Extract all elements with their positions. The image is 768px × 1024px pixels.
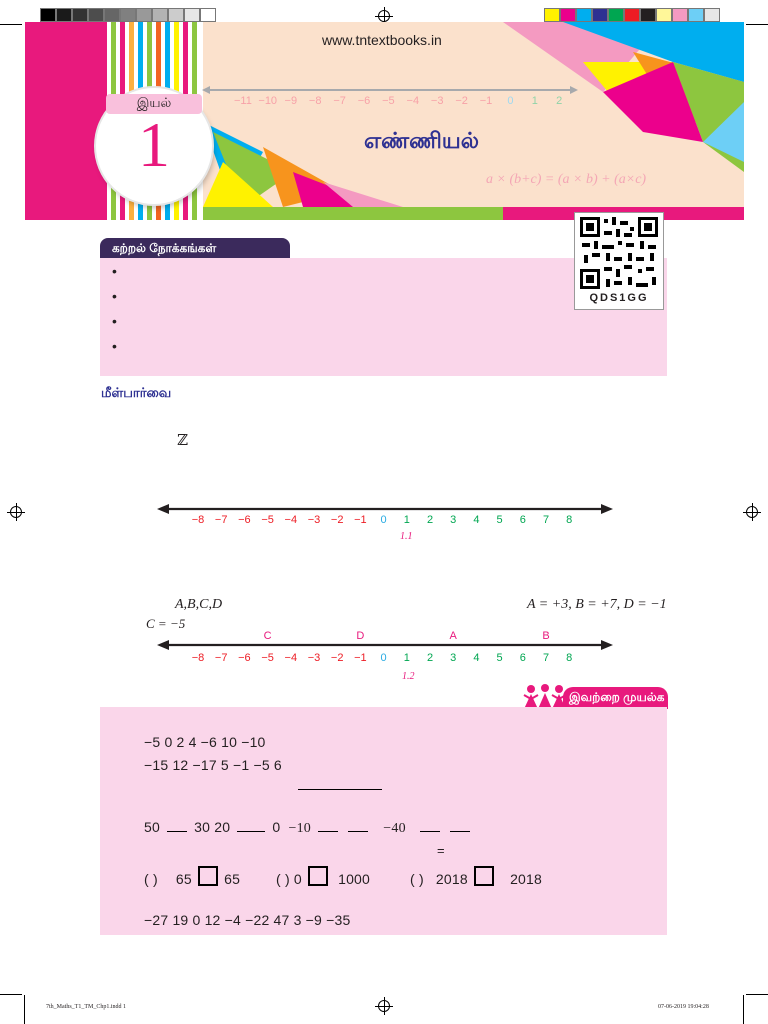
equals-sign: =: [437, 843, 445, 858]
seq-item: 30 20: [194, 819, 231, 835]
header-tick-label: −7: [333, 95, 346, 107]
header-decorative-triangles: [203, 22, 744, 220]
seq-blank[interactable]: [420, 831, 440, 832]
try-line-2: −15 12 −17 5 −1 −5 6: [144, 757, 282, 773]
answer-blank[interactable]: [298, 789, 382, 790]
try-line-1: −5 0 2 4 −6 10 −10: [144, 734, 266, 750]
number-line-2-tick: −2: [330, 652, 344, 664]
seq-blank[interactable]: [348, 831, 368, 832]
number-line-1-tick: 2: [426, 514, 434, 526]
compare-paren: ( ): [410, 871, 424, 887]
objective-bullet: •: [112, 313, 117, 329]
figure-caption-1: 1.1: [400, 531, 413, 542]
header-tick-label: −2: [455, 95, 468, 107]
header-tick-label: 0: [507, 95, 514, 107]
header-tick-label: 2: [556, 95, 563, 107]
footer-file: 7th_Maths_T1_TM_Chp1.indd 1: [46, 1004, 127, 1010]
seq-item: −10: [288, 821, 311, 836]
number-line-1-tick: 6: [519, 514, 526, 526]
number-line-2-tick: −7: [214, 652, 228, 664]
crop-mark: [0, 24, 22, 25]
number-line-1-tick: −6: [238, 514, 251, 526]
number-line-1-tick: 3: [450, 514, 457, 526]
number-line-1-tick: 4: [473, 514, 480, 526]
chapter-title: எண்ணியல்: [364, 128, 480, 153]
compare-3: [410, 866, 542, 887]
number-line-2-tick: 4: [473, 652, 480, 664]
header-tick-label: −6: [357, 95, 371, 107]
crop-mark: [746, 24, 768, 25]
number-line-1-tick: 0: [380, 514, 387, 526]
registration-mark-left: [10, 506, 22, 518]
try-these-title: இவற்றை முயல்க: [569, 690, 665, 704]
header-tick-label: −9: [284, 95, 298, 107]
header-tick-label: 1: [531, 95, 538, 107]
figure-caption-2: 1.2: [402, 671, 415, 682]
objectives-heading: கற்றல் நோக்கங்கள்: [112, 241, 217, 255]
compare-box[interactable]: [308, 866, 328, 886]
header-tick-label: −8: [308, 95, 322, 107]
header-tick-label: −1: [479, 95, 493, 107]
seq-item: 50: [144, 819, 160, 835]
number-line-1-tick: −4: [284, 514, 298, 526]
number-line-2-tick: 8: [566, 652, 573, 664]
number-line-2-tick: 3: [450, 652, 457, 664]
number-line-point-a: A: [449, 630, 457, 642]
number-line-point-b: B: [542, 630, 550, 642]
number-line-2-tick: 1: [403, 652, 410, 664]
compare-2: [276, 866, 370, 887]
objective-bullet: •: [112, 338, 117, 354]
number-line-1-tick: −2: [330, 514, 344, 526]
qr-code[interactable]: [574, 212, 664, 310]
objective-bullet: •: [112, 288, 117, 304]
number-line-1-tick: −7: [214, 514, 228, 526]
crop-mark: [0, 994, 22, 995]
seq-item: 0: [272, 819, 281, 835]
number-line-1-tick: 1: [403, 514, 410, 526]
seq-item: −40: [383, 821, 406, 836]
number-line-2-tick: 0: [380, 652, 387, 664]
number-line-2-tick: −8: [191, 652, 205, 664]
number-line-2-tick: −6: [238, 652, 251, 664]
qr-code-text: QDS1GG: [589, 292, 649, 304]
compare-box[interactable]: [474, 866, 494, 886]
number-line-1-tick: 7: [542, 514, 550, 526]
c-value: C = −5: [146, 616, 186, 631]
number-line-1-tick: 8: [566, 514, 573, 526]
number-line-point-c: C: [263, 630, 272, 642]
seq-blank[interactable]: [167, 831, 187, 832]
compare-right: 2018: [510, 871, 543, 887]
review-heading: மீள்பார்வை: [101, 385, 172, 400]
compare-paren: ( ) 0: [276, 871, 302, 887]
crop-mark: [746, 994, 768, 995]
seq-blank[interactable]: [318, 831, 338, 832]
sequence-line: [144, 819, 473, 837]
number-line-2-tick: −4: [284, 652, 298, 664]
compare-box[interactable]: [198, 866, 218, 886]
compare-left: 65: [175, 871, 192, 887]
number-line-1-tick: −1: [354, 514, 367, 526]
compare-1: [144, 866, 240, 887]
registration-mark-top: [378, 10, 390, 22]
number-line-1-tick: −3: [307, 514, 321, 526]
points-values: A = +3, B = +7, D = −1: [527, 597, 667, 612]
number-line-2-tick: −3: [307, 652, 321, 664]
compare-right: 65: [224, 871, 241, 887]
number-line-2-tick: −5: [261, 652, 274, 664]
footer-date: 07-06-2019 19:04:28: [658, 1004, 709, 1010]
number-line-1-tick: −5: [261, 514, 274, 526]
points-label: A,B,C,D: [175, 597, 223, 612]
qr-code-image: [580, 217, 658, 289]
chapter-label: இயல்: [136, 95, 172, 110]
website-url[interactable]: www.tntextbooks.in: [322, 32, 442, 48]
header-tick-label: −4: [406, 95, 420, 107]
header-tick-label: −10: [258, 95, 278, 107]
objective-bullet: •: [112, 263, 117, 279]
registration-mark-right: [746, 506, 758, 518]
number-line-2-tick: 6: [519, 652, 526, 664]
number-line-2-tick: 5: [496, 652, 503, 664]
number-line-1-tick: −8: [191, 514, 205, 526]
compare-left: 2018: [435, 871, 468, 887]
try-line-last: −27 19 0 12 −4 −22 47 3 −9 −35: [144, 912, 351, 928]
header-left-magenta: [25, 22, 107, 220]
header-tick-label: −5: [382, 95, 395, 107]
number-line-2-tick: 2: [426, 652, 434, 664]
compare-paren: ( ): [144, 871, 158, 887]
compare-right: 1000: [338, 871, 371, 887]
number-line-point-d: D: [356, 630, 365, 642]
header-tick-label: −11: [234, 95, 252, 107]
number-line-2-tick: −1: [354, 652, 367, 664]
crop-mark: [24, 995, 25, 1024]
number-line-2-tick: 7: [542, 652, 550, 664]
chapter-number: 1: [138, 109, 170, 180]
crop-mark: [743, 995, 744, 1024]
registration-mark-bottom: [378, 1000, 390, 1012]
header-tick-label: −3: [430, 95, 444, 107]
color-bar: [544, 8, 720, 22]
grayscale-bar: [40, 8, 216, 22]
number-line-1-tick: 5: [496, 514, 503, 526]
seq-blank[interactable]: [450, 831, 470, 832]
integer-symbol: ℤ: [177, 431, 188, 449]
header-formula: a × (b+c) = (a × b) + (a×c): [486, 172, 647, 187]
seq-blank[interactable]: [237, 831, 265, 832]
